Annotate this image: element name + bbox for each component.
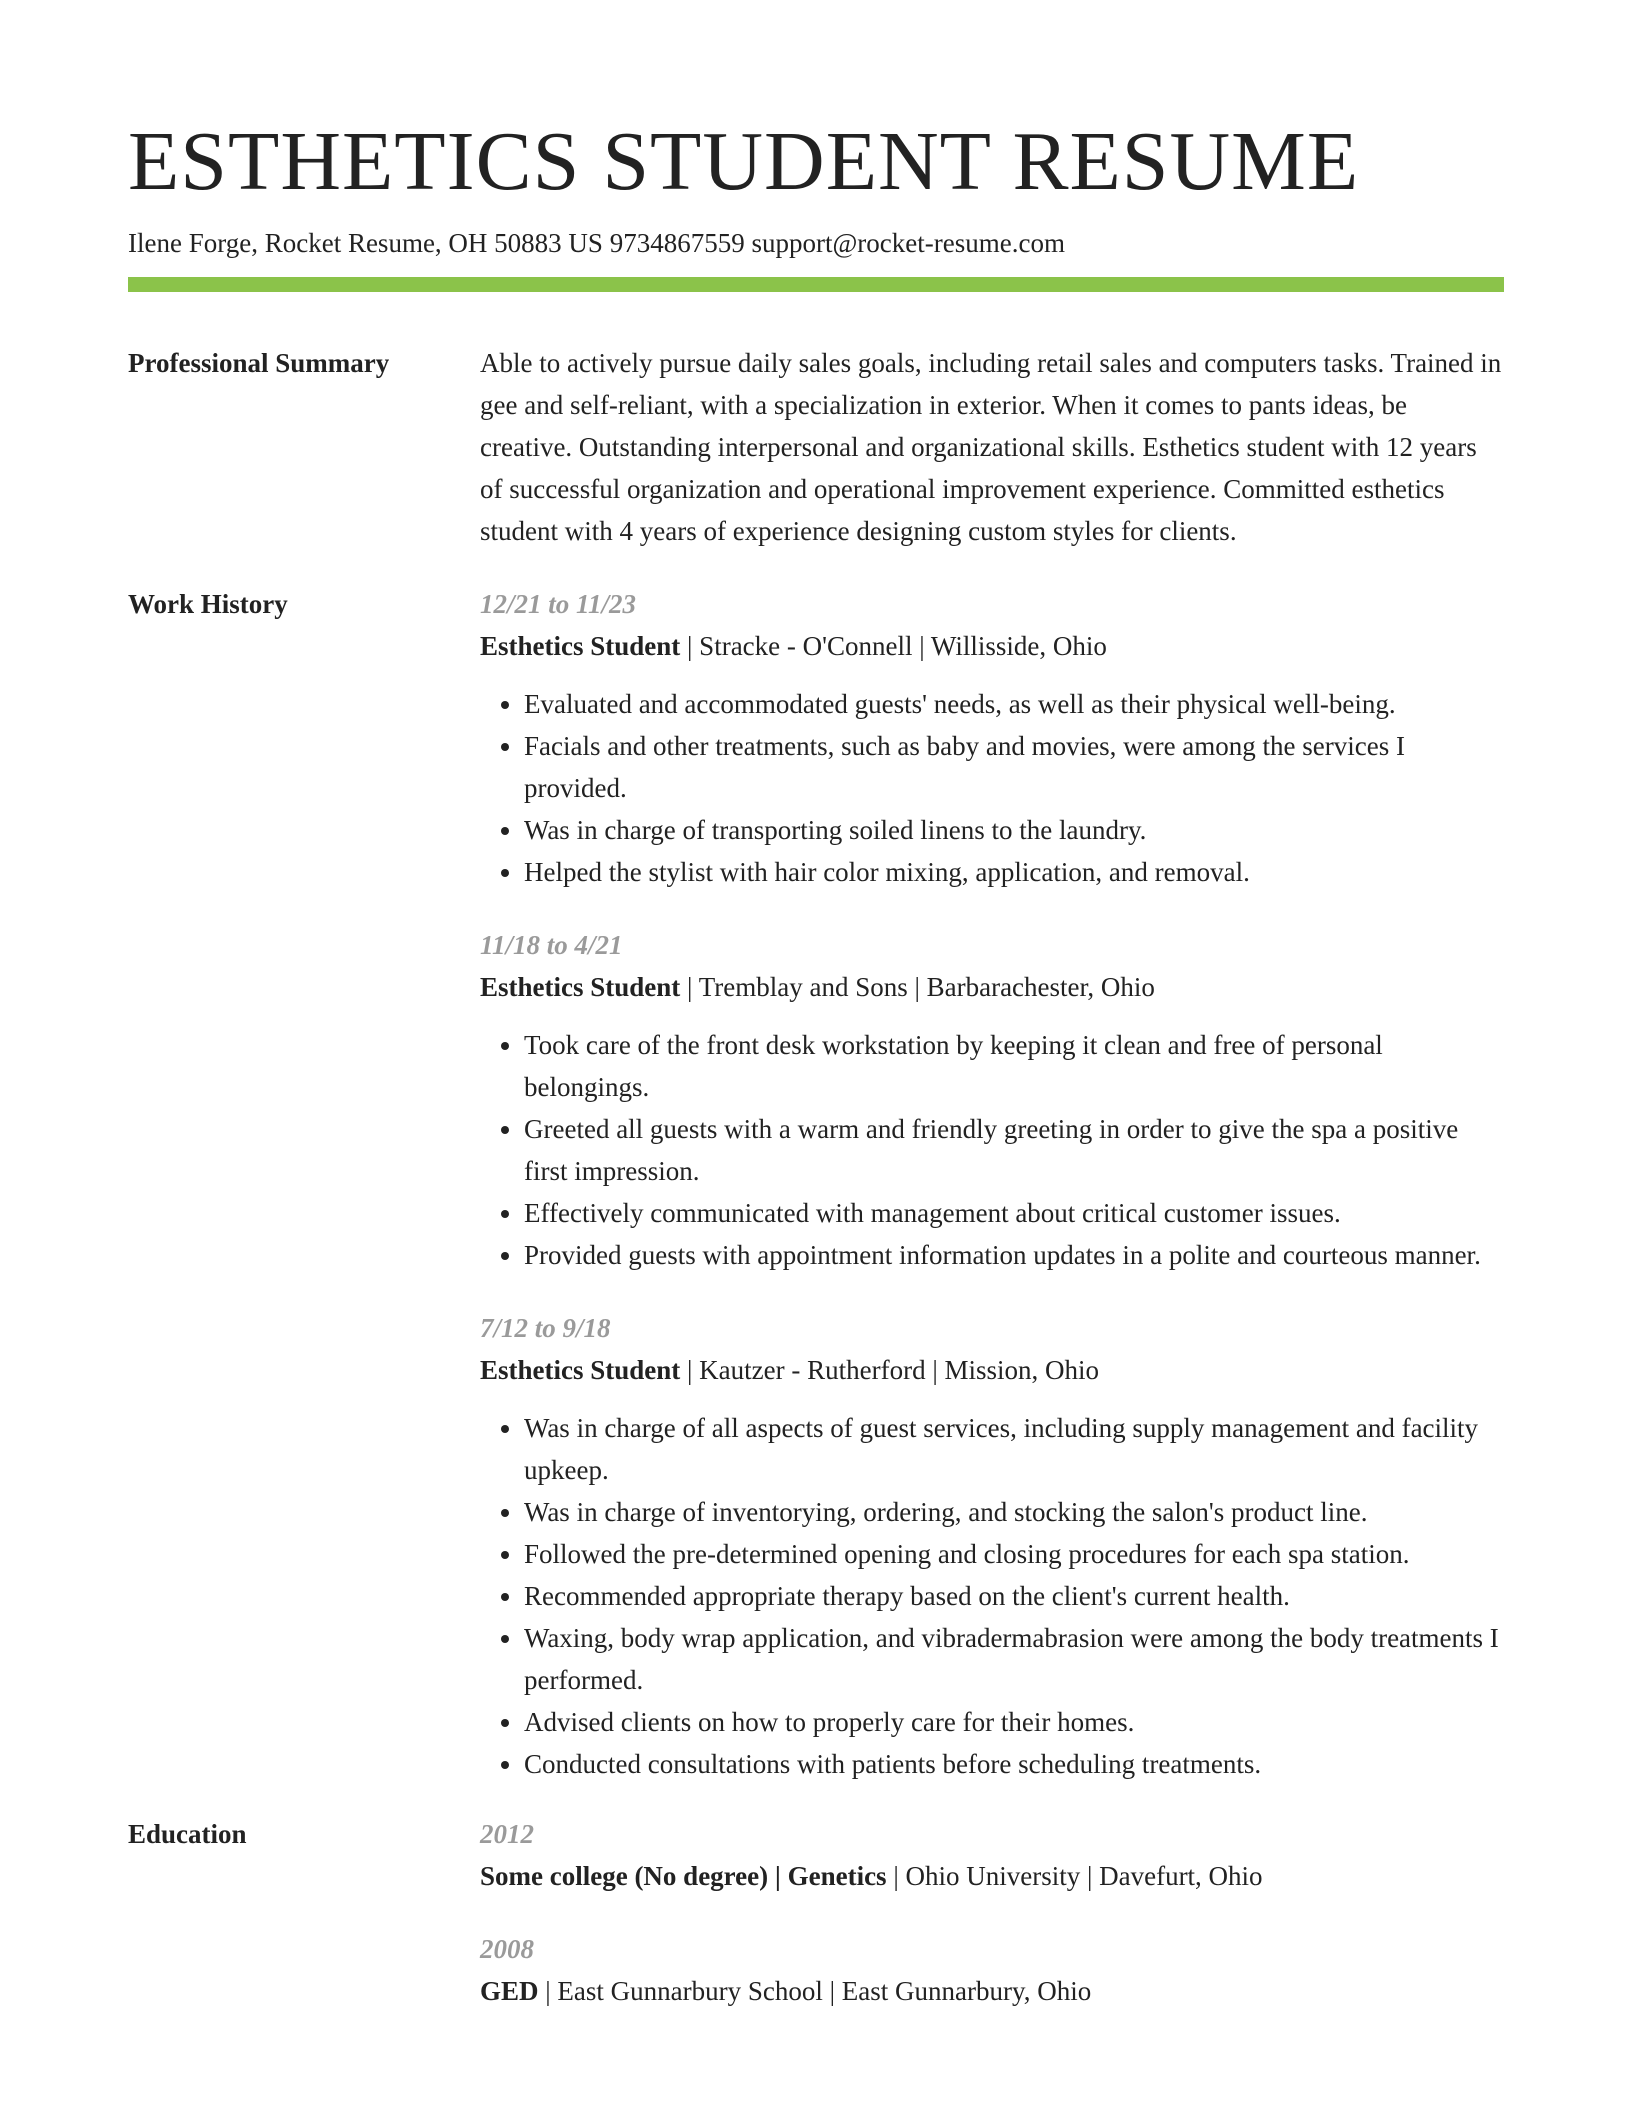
job-bullets — [480, 1407, 1504, 1785]
list-item: • Facials and other treatments, such as baby and movies, were among the services I provided. — [524, 725, 1504, 809]
education-entry — [480, 1928, 1504, 2012]
education-school: | East Gunnarbury School | East Gunnarbury, Ohio — [538, 1976, 1092, 2007]
job-employer: | Tremblay and Sons | Barbarachester, Ohio — [680, 972, 1155, 1003]
list-item: • Evaluated and accommodated guests' needs, as well as their physical well-being. — [524, 683, 1504, 725]
list-item: • Was in charge of transporting soiled linens to the laundry. — [524, 809, 1504, 851]
education-degree-line — [480, 1855, 1504, 1897]
contact-line: Ilene Forge, Rocket Resume, OH 50883 US 9734867559 support@rocket-resume.com — [128, 228, 1065, 259]
accent-divider — [128, 277, 1504, 292]
list-item: • Was in charge of all aspects of guest services, including supply management and facility upkeep. — [524, 1407, 1504, 1491]
job-title: Esthetics Student — [480, 972, 681, 1003]
list-item: • Provided guests with appointment information updates in a polite and courteous manner. — [524, 1234, 1504, 1276]
job-title-line — [480, 1349, 1504, 1391]
job-title-line — [480, 625, 1504, 667]
list-item: • Followed the pre-determined opening and closing procedures for each spa station. — [524, 1533, 1504, 1575]
job-employer: | Kautzer - Rutherford | Mission, Ohio — [680, 1355, 1100, 1386]
education-section — [128, 1813, 1504, 2012]
job-employer: | Stracke - O'Connell | Willisside, Ohio — [680, 631, 1107, 662]
list-item: • Waxing, body wrap application, and vibradermabrasion were among the body treatments I performed. — [524, 1617, 1504, 1701]
summary-text: Able to actively pursue daily sales goals, including retail sales and computers tasks. Trained in gee and self-reliant, with a specialization in exterior. When it comes to pants ideas, be creative. Outstanding interpersonal and organizational skills. Esthetics student with 12 years of successful organization and operational improvement experience. Committed esthetics student with 4 years of experience designing custom styles for clients. — [480, 348, 1502, 547]
summary-section — [128, 342, 1504, 552]
job-title-line — [480, 966, 1504, 1008]
work-history-heading: Work History — [128, 589, 288, 620]
education-degree: GED — [480, 1976, 539, 2007]
job-bullets — [480, 683, 1504, 893]
education-heading: Education — [128, 1819, 247, 1850]
list-item: • Greeted all guests with a warm and friendly greeting in order to give the spa a positive first impression. — [524, 1108, 1504, 1192]
work-history-section — [128, 583, 1504, 1785]
job-dates: 12/21 to 11/23 — [480, 589, 637, 620]
job-entry — [480, 924, 1504, 1276]
education-degree-line — [480, 1970, 1504, 2012]
list-item: • Advised clients on how to properly care for their homes. — [524, 1701, 1504, 1743]
education-school: | Ohio University | Davefurt, Ohio — [886, 1861, 1263, 1892]
list-item: • Conducted consultations with patients before scheduling treatments. — [524, 1743, 1504, 1785]
job-entry — [480, 1307, 1504, 1785]
list-item: • Was in charge of inventorying, ordering, and stocking the salon's product line. — [524, 1491, 1504, 1533]
education-list — [480, 1813, 1504, 2012]
job-bullets — [480, 1024, 1504, 1276]
job-dates: 7/12 to 9/18 — [480, 1313, 611, 1344]
education-degree: Some college (No degree) | Genetics — [480, 1861, 887, 1892]
list-item: • Took care of the front desk workstation by keeping it clean and free of personal belongings. — [524, 1024, 1504, 1108]
job-entry — [480, 583, 1504, 893]
summary-heading: Professional Summary — [128, 348, 390, 379]
list-item: • Helped the stylist with hair color mixing, application, and removal. — [524, 851, 1504, 893]
education-year: 2012 — [480, 1819, 534, 1850]
job-title: Esthetics Student — [480, 1355, 681, 1386]
list-item: • Effectively communicated with management about critical customer issues. — [524, 1192, 1504, 1234]
education-year: 2008 — [480, 1934, 534, 1965]
job-dates: 11/18 to 4/21 — [480, 930, 623, 961]
work-history-list — [480, 583, 1504, 1785]
job-title: Esthetics Student — [480, 631, 681, 662]
resume-title: ESTHETICS STUDENT RESUME — [128, 115, 1360, 208]
education-entry — [480, 1813, 1504, 1897]
list-item: • Recommended appropriate therapy based on the client's current health. — [524, 1575, 1504, 1617]
